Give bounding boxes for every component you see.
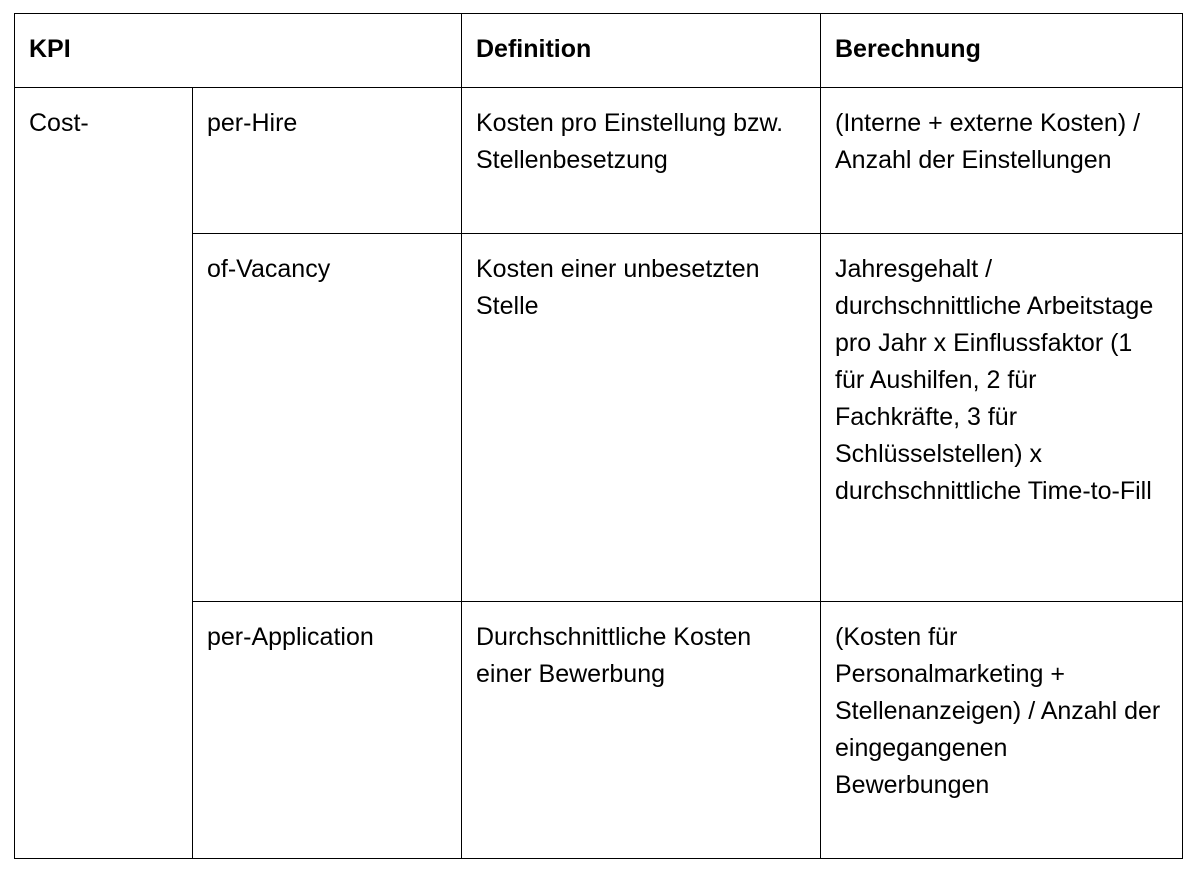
kpi-calculation: (Kosten für Personalmarketing + Stellenanzeigen) / Anzahl der eingegangenen Bewerbungen [821,602,1183,859]
header-row [15,14,1183,88]
kpi-name: per-Hire [193,88,462,234]
group-cell: Cost- [15,88,193,859]
kpi-definition: Kosten einer unbesetzten Stelle [462,234,821,602]
header-calculation: Berechnung [821,14,1183,88]
kpi-calculation: (Interne + externe Kosten) / Anzahl der Einstellungen [821,88,1183,234]
kpi-name: per-Application [193,602,462,859]
kpi-definition: Kosten pro Einstellung bzw. Stellenbesetzung [462,88,821,234]
kpi-definition: Durchschnittliche Kosten einer Bewerbung [462,602,821,859]
kpi-calculation: Jahresgehalt / durchschnittliche Arbeitstage pro Jahr x Einflussfaktor (1 für Aushilfen, 2 für Fachkräfte, 3 für Schlüsselstellen) x durchschnittliche Time-to-Fill [821,234,1183,602]
table-row [15,88,1183,234]
header-definition: Definition [462,14,821,88]
kpi-table [14,13,1183,859]
header-kpi: KPI [15,14,462,88]
kpi-name: of-Vacancy [193,234,462,602]
